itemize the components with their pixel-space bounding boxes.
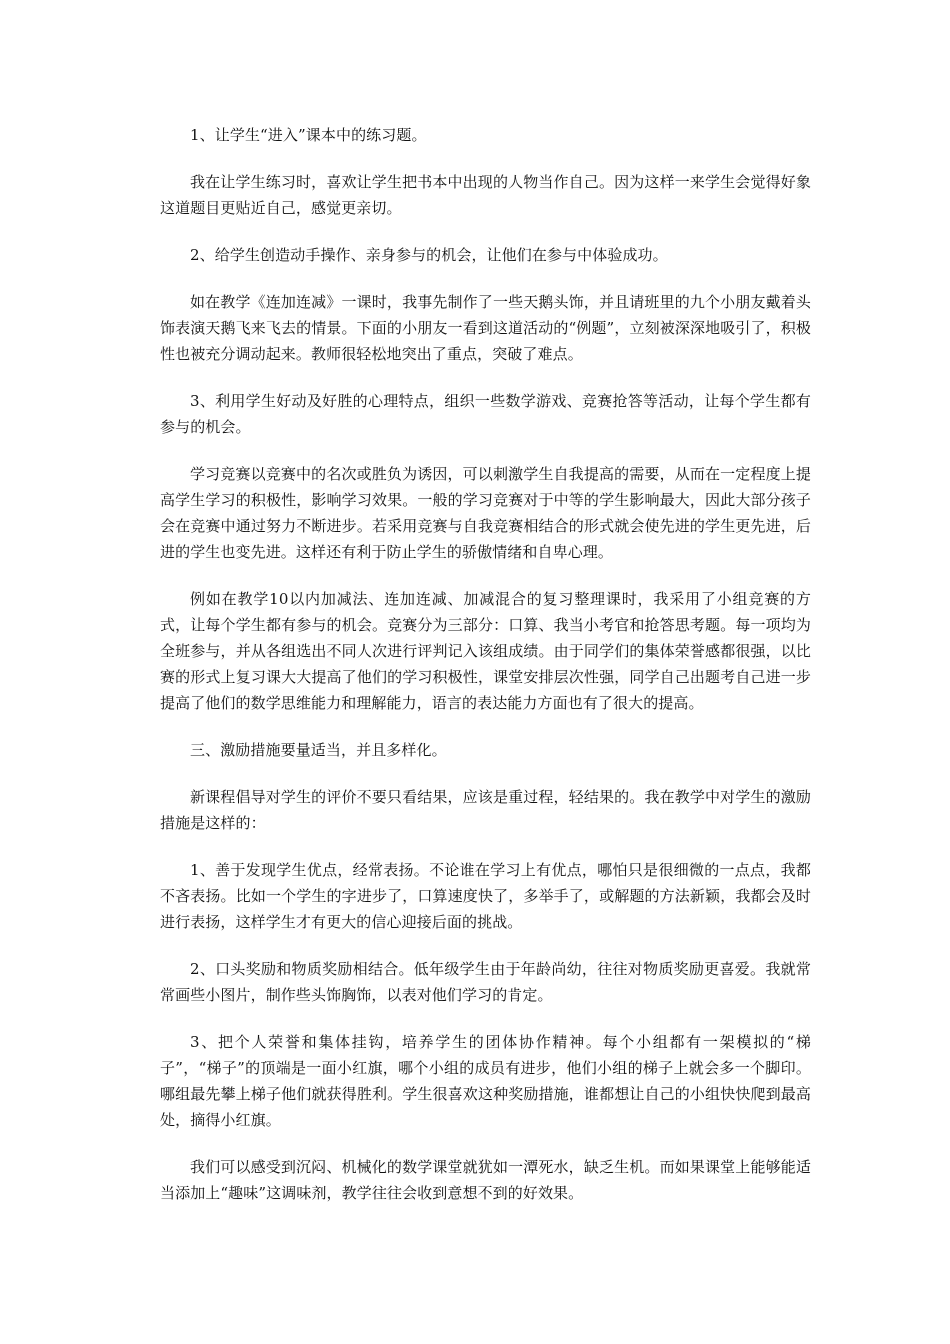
section-heading: 三、激励措施要量适当，并且多样化。 [190, 741, 447, 759]
paragraph: 1、善于发现学生优点，经常表扬。不论谁在学习上有优点，哪怕只是很细微的一点点，我都不吝表扬。比如一个学生的字进步了，口算速度快了，多举手了，或解题的方法新颖，我都会及时进行表扬，这样学生才有更大的信心迎接后面的挑战。 [160, 861, 811, 931]
paragraph: 例如在教学10以内加减法、连加连减、加减混合的复习整理课时，我采用了小组竞赛的方式，让每个学生都有参与的机会。竞赛分为三部分：口算、我当小考官和抢答思考题。每一项均为全班参与，并从各组选出不同人次进行评判记入该组成绩。由于同学们的集体荣誉感都很强，以比赛的形式上复习课大大提高了他们的学习积极性，课堂安排层次性强，同学自己出题考自己进一步提高了他们的数学思维能力和理解能力，语言的表达能力方面也有了很大的提高。 [160, 590, 811, 712]
paragraph: 2、口头奖励和物质奖励相结合。低年级学生由于年龄尚幼，往往对物质奖励更喜爱。我就常常画些小图片，制作些头饰胸饰，以表对他们学习的肯定。 [160, 960, 811, 1004]
paragraph: 3、把个人荣誉和集体挂钩，培养学生的团体协作精神。每个小组都有一架模拟的“梯子”，“梯子”的顶端是一面小红旗，哪个小组的成员有进步，他们小组的梯子上就会多一个脚印。哪组最先攀上梯子他们就获得胜利。学生很喜欢这种奖励措施，谁都想让自己的小组快快爬到最高处，摘得小红旗。 [160, 1033, 811, 1129]
paragraph: 学习竞赛以竞赛中的名次或胜负为诱因，可以刺激学生自我提高的需要，从而在一定程度上提高学生学习的积极性，影响学习效果。一般的学习竞赛对于中等的学生影响最大，因此大部分孩子会在竞赛中通过努力不断进步。若采用竞赛与自我竞赛相结合的形式就会使先进的学生更先进，后进的学生也变先进。这样还有利于防止学生的骄傲情绪和自卑心理。 [160, 465, 811, 561]
document-body [160, 122, 811, 1206]
paragraph-heading-3: 3、利用学生好动及好胜的心理特点，组织一些数学游戏、竞赛抢答等活动，让每个学生都有参与的机会。 [160, 392, 811, 436]
paragraph: 我在让学生练习时，喜欢让学生把书本中出现的人物当作自己。因为这样一来学生会觉得好象这道题目更贴近自己，感觉更亲切。 [160, 173, 811, 217]
paragraph: 如在教学《连加连减》一课时，我事先制作了一些天鹅头饰，并且请班里的九个小朋友戴着头饰表演天鹅飞来飞去的情景。下面的小朋友一看到这道活动的“例题”，立刻被深深地吸引了，积极性也被充分调动起来。教师很轻松地突出了重点，突破了难点。 [160, 293, 811, 363]
paragraph-heading-2: 2、给学生创造动手操作、亲身参与的机会，让他们在参与中体验成功。 [190, 246, 668, 264]
paragraph-conclusion: 我们可以感受到沉闷、机械化的数学课堂就犹如一潭死水，缺乏生机。而如果课堂上能够能适当添加上“趣味”这调味剂，教学往往会收到意想不到的好效果。 [160, 1158, 811, 1202]
paragraph-heading-1: 1、让学生“进入”课本中的练习题。 [190, 126, 427, 144]
paragraph: 新课程倡导对学生的评价不要只看结果，应该是重过程，轻结果的。我在教学中对学生的激励措施是这样的： [160, 788, 811, 832]
